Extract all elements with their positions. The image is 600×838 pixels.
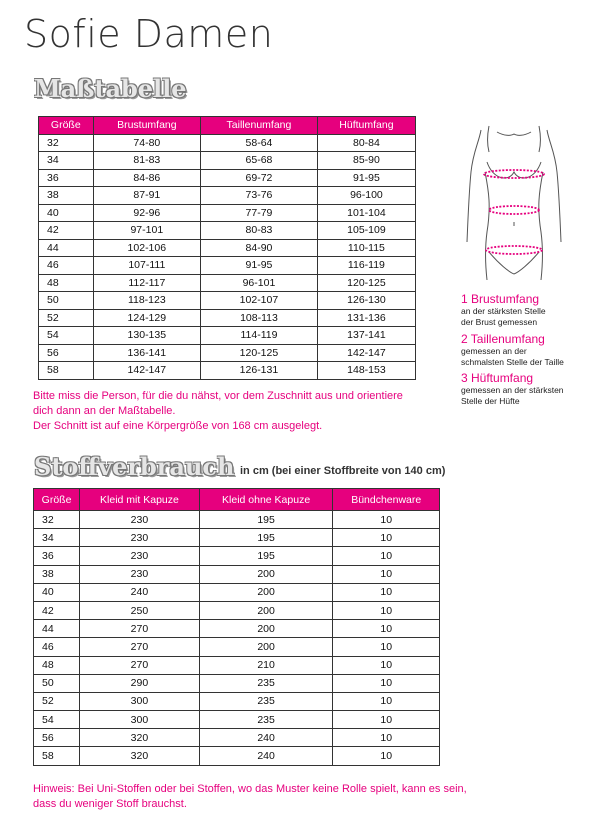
table-cell: 10 <box>333 692 440 710</box>
table-cell: 84-86 <box>93 169 200 187</box>
table-cell: 142-147 <box>317 344 415 362</box>
table-row <box>34 711 440 729</box>
table-cell: 80-83 <box>201 222 318 240</box>
table-cell: 38 <box>39 187 94 205</box>
table-cell: 137-141 <box>317 327 415 345</box>
table-cell: 290 <box>80 674 200 692</box>
legend-hip-title: 3 Hüftumfang <box>461 371 534 385</box>
table-cell: 200 <box>199 583 333 601</box>
table-cell: 126-131 <box>201 362 318 380</box>
table-row <box>39 274 416 292</box>
table-cell: 124-129 <box>93 309 200 327</box>
table-row <box>39 169 416 187</box>
table-cell: 50 <box>39 292 94 310</box>
table-cell: 270 <box>80 638 200 656</box>
measurements-table <box>38 116 416 380</box>
table-cell: 85-90 <box>317 152 415 170</box>
table-row <box>34 656 440 674</box>
legend-waist-title: 2 Taillenumfang <box>461 332 545 346</box>
fabric-heading: Stoffverbrauch <box>34 452 235 481</box>
legend-hip <box>461 371 591 407</box>
table-row <box>34 638 440 656</box>
fabric-table <box>33 488 440 766</box>
table-cell: 73-76 <box>201 187 318 205</box>
table-cell: 200 <box>199 620 333 638</box>
legend-waist-desc-2: schmalsten Stelle der Taille <box>461 357 564 367</box>
measurement-note <box>33 389 403 434</box>
table-cell: 10 <box>333 547 440 565</box>
table-row <box>34 565 440 583</box>
table-row <box>34 692 440 710</box>
table-cell: 136-141 <box>93 344 200 362</box>
table-row <box>34 547 440 565</box>
table-row <box>34 511 440 529</box>
table-cell: 52 <box>34 692 80 710</box>
measurements-col-header: Taillenumfang <box>201 117 318 135</box>
fabric-col-header: Kleid ohne Kapuze <box>199 489 333 511</box>
measurements-header-row <box>39 117 416 135</box>
table-row <box>39 344 416 362</box>
table-cell: 44 <box>34 620 80 638</box>
table-cell: 40 <box>34 583 80 601</box>
table-row <box>34 747 440 765</box>
table-cell: 46 <box>39 257 94 275</box>
legend-bust <box>461 292 591 328</box>
table-cell: 235 <box>199 674 333 692</box>
table-cell: 10 <box>333 747 440 765</box>
table-row <box>39 204 416 222</box>
table-cell: 65-68 <box>201 152 318 170</box>
table-cell: 91-95 <box>317 169 415 187</box>
table-row <box>39 257 416 275</box>
measurement-note-line-1: Bitte miss die Person, für die du nähst, vor dem Zuschnitt aus und orientiere <box>33 390 403 402</box>
table-cell: 10 <box>333 656 440 674</box>
table-cell: 10 <box>333 565 440 583</box>
table-row <box>39 239 416 257</box>
table-cell: 270 <box>80 620 200 638</box>
table-cell: 320 <box>80 729 200 747</box>
fabric-col-header: Größe <box>34 489 80 511</box>
legend-hip-desc-2: Stelle der Hüfte <box>461 396 520 406</box>
table-row <box>39 327 416 345</box>
measurement-note-line-2: dich dann an der Maßtabelle. <box>33 405 176 417</box>
table-cell: 240 <box>199 747 333 765</box>
table-row <box>39 292 416 310</box>
table-cell: 240 <box>80 583 200 601</box>
table-cell: 36 <box>34 547 80 565</box>
table-cell: 46 <box>34 638 80 656</box>
table-cell: 10 <box>333 638 440 656</box>
table-cell: 230 <box>80 547 200 565</box>
fabric-body <box>34 511 440 766</box>
table-cell: 34 <box>39 152 94 170</box>
table-cell: 120-125 <box>201 344 318 362</box>
table-cell: 56 <box>39 344 94 362</box>
legend-waist <box>461 332 591 368</box>
body-outline-icon <box>459 122 569 282</box>
table-cell: 230 <box>80 511 200 529</box>
legend-waist-desc-1: gemessen an der <box>461 346 527 356</box>
table-row <box>34 729 440 747</box>
table-cell: 102-107 <box>201 292 318 310</box>
table-cell: 44 <box>39 239 94 257</box>
fabric-col-header: Bündchenware <box>333 489 440 511</box>
table-cell: 58 <box>39 362 94 380</box>
table-cell: 10 <box>333 674 440 692</box>
legend-bust-desc-1: an der stärksten Stelle <box>461 306 546 316</box>
table-cell: 10 <box>333 729 440 747</box>
table-cell: 148-153 <box>317 362 415 380</box>
table-cell: 107-111 <box>93 257 200 275</box>
table-cell: 320 <box>80 747 200 765</box>
table-cell: 80-84 <box>317 134 415 152</box>
table-cell: 240 <box>199 729 333 747</box>
table-cell: 195 <box>199 511 333 529</box>
fabric-hint-line-1: Hinweis: Bei Uni-Stoffen oder bei Stoffen, wo das Muster keine Rolle spielt, kann es sein, <box>33 783 467 795</box>
table-cell: 87-91 <box>93 187 200 205</box>
table-cell: 10 <box>333 711 440 729</box>
table-cell: 54 <box>34 711 80 729</box>
legend-hip-desc-1: gemessen an der stärksten <box>461 385 564 395</box>
table-cell: 300 <box>80 692 200 710</box>
table-cell: 10 <box>333 601 440 619</box>
legend-bust-desc-2: der Brust gemessen <box>461 317 538 327</box>
measurement-note-line-3: Der Schnitt ist auf eine Körpergröße von 168 cm ausgelegt. <box>33 420 323 432</box>
table-cell: 230 <box>80 529 200 547</box>
table-cell: 48 <box>39 274 94 292</box>
table-cell: 34 <box>34 529 80 547</box>
table-cell: 10 <box>333 583 440 601</box>
table-cell: 10 <box>333 529 440 547</box>
table-cell: 32 <box>39 134 94 152</box>
table-cell: 200 <box>199 565 333 583</box>
table-row <box>34 583 440 601</box>
table-cell: 118-123 <box>93 292 200 310</box>
measurements-col-header: Hüftumfang <box>317 117 415 135</box>
table-cell: 200 <box>199 638 333 656</box>
measurements-body <box>39 134 416 379</box>
table-cell: 58 <box>34 747 80 765</box>
table-cell: 74-80 <box>93 134 200 152</box>
table-cell: 92-96 <box>93 204 200 222</box>
table-cell: 101-104 <box>317 204 415 222</box>
table-row <box>39 222 416 240</box>
table-cell: 270 <box>80 656 200 674</box>
table-cell: 32 <box>34 511 80 529</box>
table-cell: 50 <box>34 674 80 692</box>
table-row <box>34 529 440 547</box>
table-cell: 114-119 <box>201 327 318 345</box>
table-cell: 48 <box>34 656 80 674</box>
table-row <box>39 187 416 205</box>
table-cell: 42 <box>34 601 80 619</box>
table-cell: 42 <box>39 222 94 240</box>
table-cell: 235 <box>199 692 333 710</box>
fabric-col-header: Kleid mit Kapuze <box>80 489 200 511</box>
table-cell: 97-101 <box>93 222 200 240</box>
table-cell: 108-113 <box>201 309 318 327</box>
table-cell: 58-64 <box>201 134 318 152</box>
table-cell: 235 <box>199 711 333 729</box>
table-cell: 102-106 <box>93 239 200 257</box>
table-cell: 10 <box>333 511 440 529</box>
page-title: Sofie Damen <box>24 12 274 56</box>
fabric-hint <box>33 782 467 812</box>
table-row <box>34 601 440 619</box>
legend-bust-title: 1 Brustumfang <box>461 292 540 306</box>
table-cell: 200 <box>199 601 333 619</box>
table-cell: 126-130 <box>317 292 415 310</box>
table-cell: 96-100 <box>317 187 415 205</box>
table-row <box>39 134 416 152</box>
table-cell: 81-83 <box>93 152 200 170</box>
table-cell: 77-79 <box>201 204 318 222</box>
table-cell: 195 <box>199 529 333 547</box>
table-cell: 56 <box>34 729 80 747</box>
table-row <box>34 674 440 692</box>
table-cell: 105-109 <box>317 222 415 240</box>
table-cell: 110-115 <box>317 239 415 257</box>
table-cell: 195 <box>199 547 333 565</box>
table-cell: 116-119 <box>317 257 415 275</box>
table-cell: 130-135 <box>93 327 200 345</box>
table-cell: 96-101 <box>201 274 318 292</box>
table-cell: 91-95 <box>201 257 318 275</box>
table-cell: 300 <box>80 711 200 729</box>
fabric-hint-line-2: dass du weniger Stoff brauchst. <box>33 798 187 810</box>
table-row <box>34 620 440 638</box>
table-cell: 112-117 <box>93 274 200 292</box>
table-cell: 40 <box>39 204 94 222</box>
table-cell: 54 <box>39 327 94 345</box>
measurements-col-header: Brustumfang <box>93 117 200 135</box>
table-cell: 10 <box>333 620 440 638</box>
measurements-col-header: Größe <box>39 117 94 135</box>
measurements-heading: Maßtabelle <box>34 74 187 103</box>
body-figure <box>459 122 569 282</box>
fabric-header-row <box>34 489 440 511</box>
table-cell: 52 <box>39 309 94 327</box>
fabric-subheading: in cm (bei einer Stoffbreite von 140 cm) <box>240 465 446 477</box>
table-cell: 38 <box>34 565 80 583</box>
table-cell: 210 <box>199 656 333 674</box>
table-row <box>39 309 416 327</box>
table-row <box>39 152 416 170</box>
table-cell: 120-125 <box>317 274 415 292</box>
table-cell: 230 <box>80 565 200 583</box>
table-cell: 84-90 <box>201 239 318 257</box>
table-cell: 69-72 <box>201 169 318 187</box>
table-cell: 142-147 <box>93 362 200 380</box>
table-cell: 131-136 <box>317 309 415 327</box>
table-cell: 36 <box>39 169 94 187</box>
table-row <box>39 362 416 380</box>
table-cell: 250 <box>80 601 200 619</box>
